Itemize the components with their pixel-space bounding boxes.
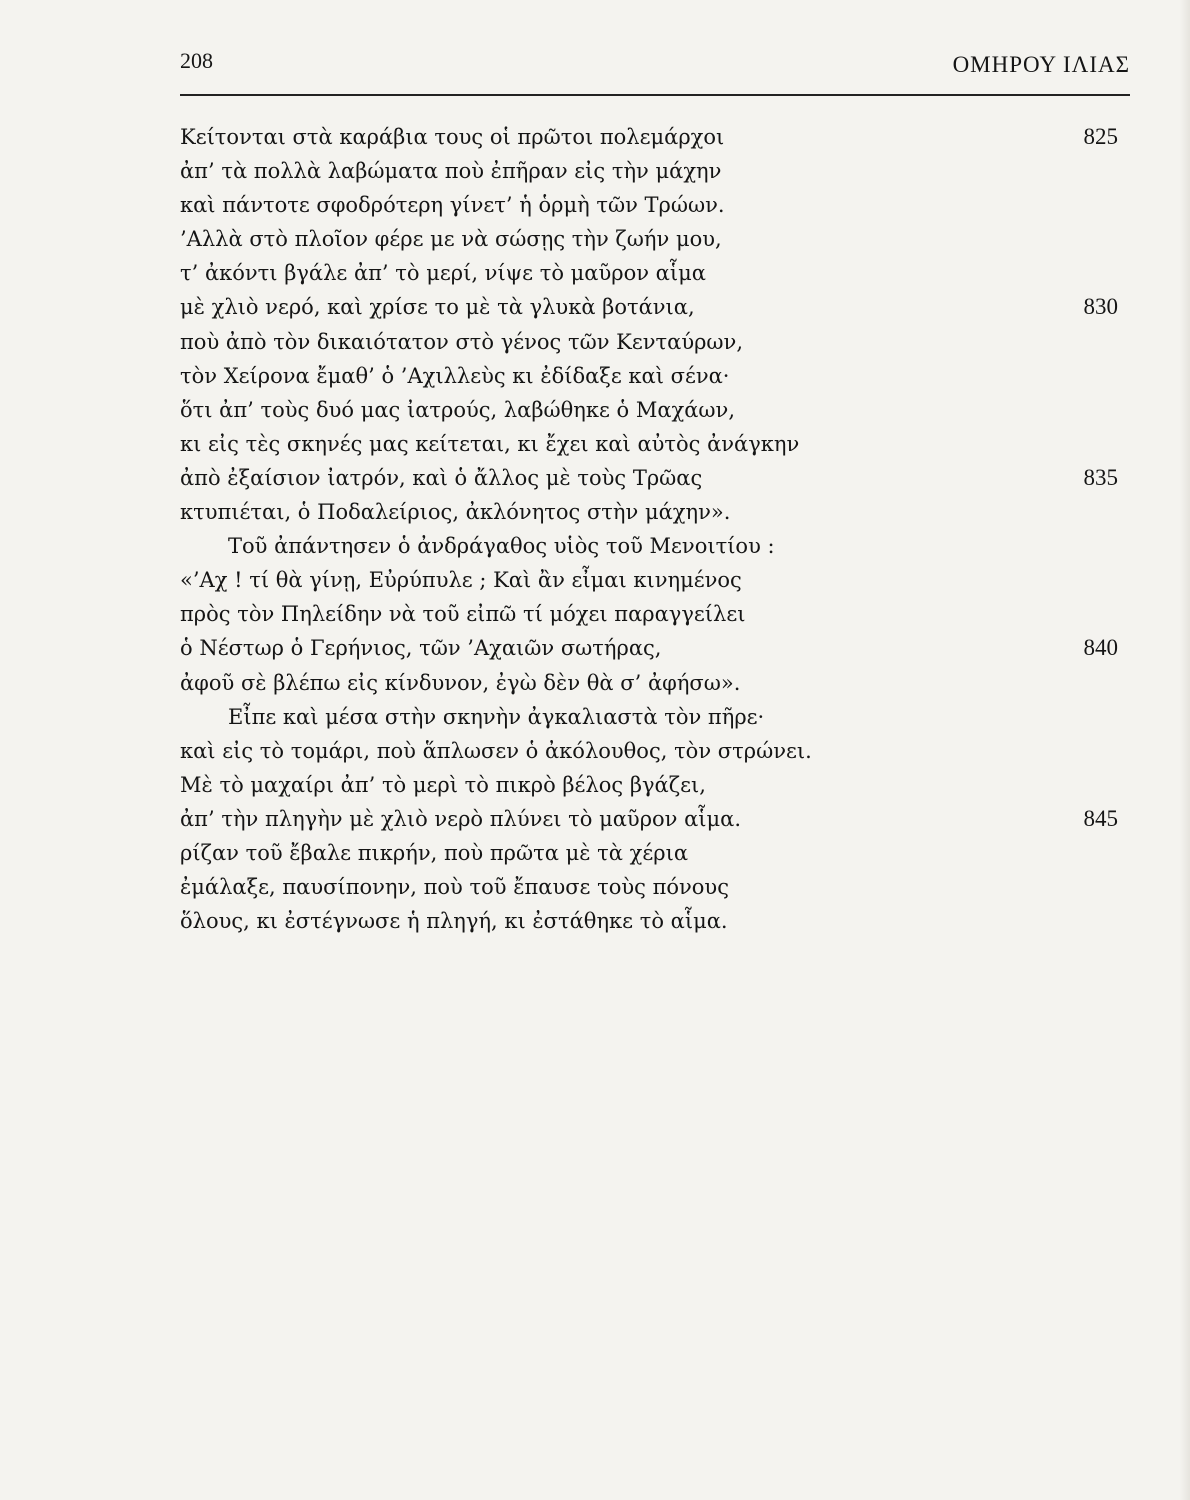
verse-text: τὸν Χείρονα ἔμαθ’ ὁ ’Αχιλλεὺς κι ἐδίδαξε καὶ σένα· <box>180 363 730 388</box>
verse-text: «’Αχ ! τί θὰ γίνῃ, Εὐρύπυλε ; Καὶ ἂν εἶμαι κινημένος <box>180 568 742 593</box>
verse-text: ρίζαν τοῦ ἔβαλε πικρήν, ποὺ πρῶτα μὲ τὰ χέρια <box>180 840 689 865</box>
verse-line <box>180 188 1140 222</box>
verse-line <box>180 802 1140 836</box>
header-rule <box>180 94 1130 96</box>
verse-line <box>180 597 1140 631</box>
verse-line <box>180 222 1140 256</box>
verse-block <box>180 120 1140 938</box>
verse-text: καὶ εἰς τὸ τομάρι, ποὺ ἅπλωσεν ὁ ἀκόλουθος, τὸν στρώνει. <box>180 738 812 763</box>
verse-text: ἀπὸ ἐξαίσιον ἰατρόν, καὶ ὁ ἄλλος μὲ τοὺς Τρῶας <box>180 465 703 490</box>
verse-text: ἀφοῦ σὲ βλέπω εἰς κίνδυνον, ἐγὼ δὲν θὰ σ’ ἀφήσω». <box>180 670 741 695</box>
verse-line <box>180 359 1140 393</box>
verse-line <box>180 256 1140 290</box>
line-number: 840 <box>1083 635 1118 661</box>
verse-line <box>180 768 1140 802</box>
running-title: ΟΜΗΡΟΥ ΙΛΙΑΣ <box>952 52 1130 77</box>
line-number: 825 <box>1083 124 1118 149</box>
verse-text: Τοῦ ἀπάντησεν ὁ ἀνδράγαθος υἱὸς τοῦ Μενοιτίου : <box>228 534 775 559</box>
verse-text: καὶ πάντοτε σφοδρότερη γίνετ’ ἡ ὁρμὴ τῶν Τρώων. <box>180 193 725 218</box>
verse-text: ἀπ’ τὴν πληγὴν μὲ χλιὸ νερὸ πλύνει τὸ μαῦρον αἷμα. <box>180 806 742 831</box>
verse-text: ὅτι ἀπ’ τοὺς δυό μας ἰατρούς, λαβώθηκε ὁ Μαχάων, <box>180 397 735 422</box>
verse-line <box>180 529 1140 563</box>
verse-line <box>180 563 1140 597</box>
verse-text: Εἶπε καὶ μέσα στὴν σκηνὴν ἀγκαλιαστὰ τὸν πῆρε· <box>228 704 765 729</box>
verse-text: ἐμάλαξε, παυσίπονην, ποὺ τοῦ ἔπαυσε τοὺς πόνους <box>180 875 729 900</box>
verse-text: κτυπιέται, ὁ Ποδαλείριος, ἀκλόνητος στὴν μάχην». <box>180 500 731 525</box>
verse-text: Κείτονται στὰ καράβια τους οἱ πρῶτοι πολεμάρχοι <box>180 125 725 149</box>
verse-text: κι εἰς τὲς σκηνές μας κείτεται, κι ἔχει καὶ αὐτὸς ἀνάγκην <box>180 431 800 456</box>
verse-text: ὁ Νέστωρ ὁ Γερήνιος, τῶν ’Αχαιῶν σωτήρας, <box>180 636 662 661</box>
verse-text: ’Αλλὰ στὸ πλοῖον φέρε με νὰ σώσῃς τὴν ζωήν μου, <box>180 227 722 252</box>
verse-line <box>180 904 1140 938</box>
verse-line <box>180 700 1140 734</box>
verse-text: τ’ ἀκόντι βγάλε ἀπ’ τὸ μερί, νίψε τὸ μαῦρον αἷμα <box>180 261 706 286</box>
verse-line <box>180 495 1140 529</box>
verse-line <box>180 325 1140 359</box>
verse-line <box>180 154 1140 188</box>
verse-text: μὲ χλιὸ νερό, καὶ χρίσε το μὲ τὰ γλυκὰ βοτάνια, <box>180 295 695 320</box>
verse-text: Μὲ τὸ μαχαίρι ἀπ’ τὸ μερὶ τὸ πικρὸ βέλος βγάζει, <box>180 772 706 797</box>
page-number: 208 <box>180 48 213 73</box>
verse-line <box>180 734 1140 768</box>
running-head <box>180 48 1130 88</box>
verse-line <box>180 631 1140 665</box>
verse-line <box>180 870 1140 904</box>
verse-text: πρὸς τὸν Πηλείδην νὰ τοῦ εἰπῶ τί μόχει παραγγείλει <box>180 602 746 627</box>
line-number: 830 <box>1083 294 1118 320</box>
line-number: 835 <box>1083 464 1118 490</box>
verse-line <box>180 427 1140 461</box>
line-number: 845 <box>1083 805 1118 831</box>
page-edge-shadow <box>1180 0 1190 1500</box>
verse-line <box>180 393 1140 427</box>
verse-line <box>180 461 1140 495</box>
verse-line <box>180 290 1140 324</box>
verse-text: ἀπ’ τὰ πολλὰ λαβώματα ποὺ ἐπῆραν εἰς τὴν μάχην <box>180 159 722 184</box>
verse-line <box>180 666 1140 700</box>
verse-text: ὅλους, κι ἐστέγνωσε ἡ πληγή, κι ἐστάθηκε τὸ αἷμα. <box>180 909 728 934</box>
verse-line <box>180 120 1140 154</box>
verse-line <box>180 836 1140 870</box>
verse-text: ποὺ ἀπὸ τὸν δικαιότατον στὸ γένος τῶν Κενταύρων, <box>180 329 743 354</box>
